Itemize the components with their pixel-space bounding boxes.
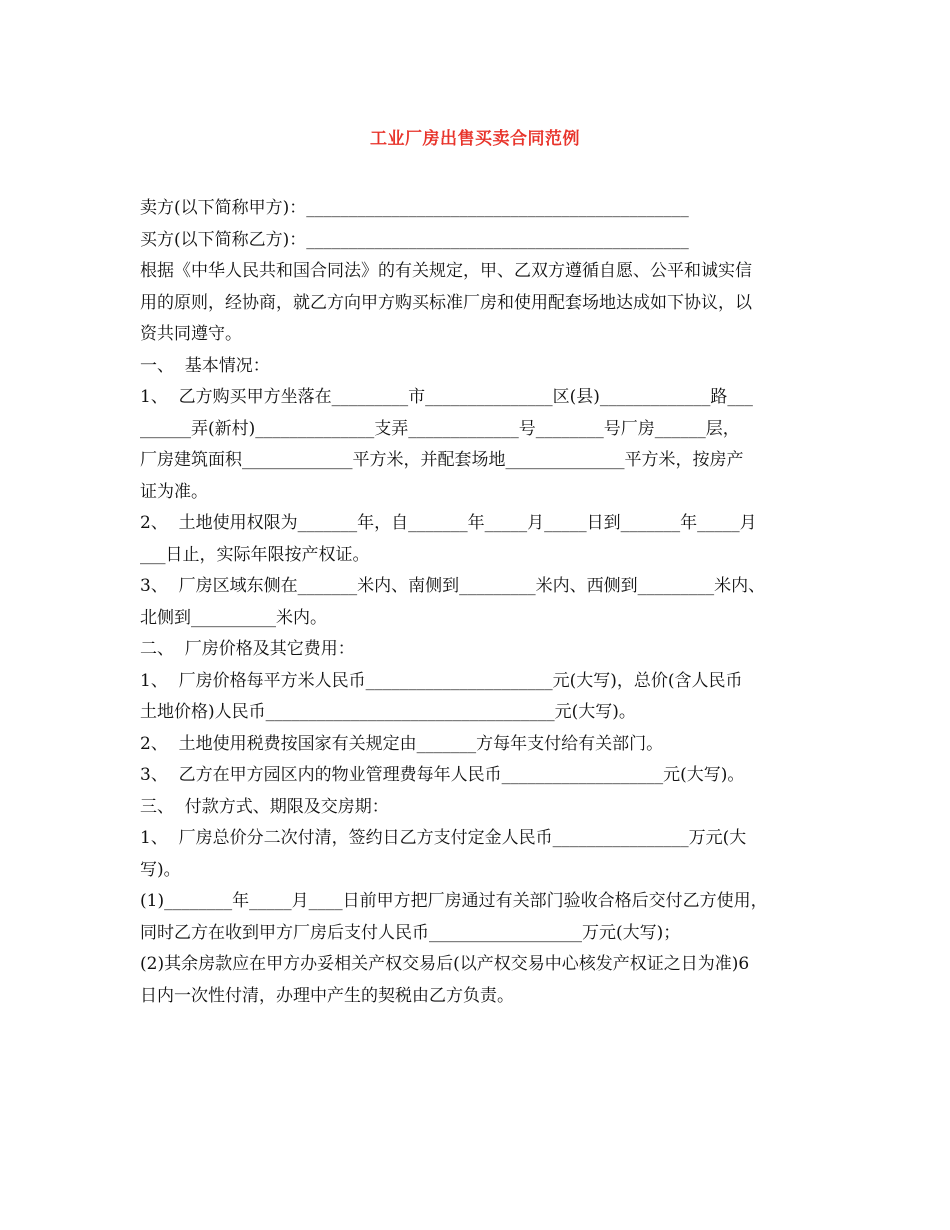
- clause-line: 日内一次性付清，办理中产生的契税由乙方负责。: [140, 985, 514, 1006]
- clause-line: 同时乙方在收到甲方厂房后支付人民币__________________万元(大写)；: [140, 922, 681, 943]
- preamble-line: 资共同遵守。: [140, 324, 242, 344]
- clause-line: 1、 厂房价格每平方米人民币______________________元(大写)，总价(含人民币: [140, 670, 743, 691]
- clause-line: 土地价格)人民币__________________________________元(大写)。: [140, 702, 636, 722]
- clause-line: 厂房建筑面积_____________平方米，并配套场地______________平方米，按房产: [140, 450, 744, 470]
- document-title: 工业厂房出售买卖合同范例: [370, 129, 580, 149]
- clause-line: 1、 乙方购买甲方坐落在_________市_______________区(县)_____________路___: [140, 387, 753, 407]
- preamble-line: 用的原则，经协商，就乙方向甲方购买标准厂房和使用配套场地达成如下协议，以: [140, 292, 752, 313]
- contract-body: [140, 193, 820, 1012]
- clause-line: ______弄(新村)______________支弄_____________号________号厂房______层，: [140, 418, 740, 439]
- clause-line: ___日止，实际年限按产权证。: [140, 544, 370, 565]
- clause-line: 写)。: [140, 859, 181, 880]
- section-heading-price: 二、 厂房价格及其它费用：: [140, 639, 355, 659]
- clause-line: 北侧到__________米内。: [140, 607, 327, 628]
- preamble-line: 根据《中华人民共和国合同法》的有关规定，甲、乙双方遵循自愿、公平和诚实信: [140, 261, 752, 281]
- clause-line: 3、 厂房区域东侧在_______米内、南侧到_________米内、西侧到_________米内、: [140, 576, 766, 596]
- section-heading-payment: 三、 付款方式、期限及交房期：: [140, 796, 389, 817]
- clause-line: 3、 乙方在甲方园区内的物业管理费每年人民币___________________元(大写)。: [140, 765, 745, 785]
- clause-line: 证为准。: [140, 481, 208, 502]
- clause-line: (2)其余房款应在甲方办妥相关产权交易后(以产权交易中心核发产权证之日为准)6: [140, 954, 750, 974]
- clause-line: (1)________年_____月____日前甲方把厂房通过有关部门验收合格后交付乙方使用，: [140, 891, 768, 911]
- clause-line: 1、 厂房总价分二次付清，签约日乙方支付定金人民币________________万元(大: [140, 828, 747, 848]
- clause-line: 2、 土地使用税费按国家有关规定由_______方每年支付给有关部门。: [140, 733, 664, 754]
- buyer-line: 买方(以下简称乙方)：_____________________________________________: [140, 229, 689, 250]
- seller-line: 卖方(以下简称甲方)：_____________________________________________: [140, 198, 689, 218]
- clause-line: 2、 土地使用权限为_______年，自_______年_____月_____日到_______年_____月: [140, 513, 757, 533]
- section-heading-basic: 一、 基本情况：: [140, 355, 270, 376]
